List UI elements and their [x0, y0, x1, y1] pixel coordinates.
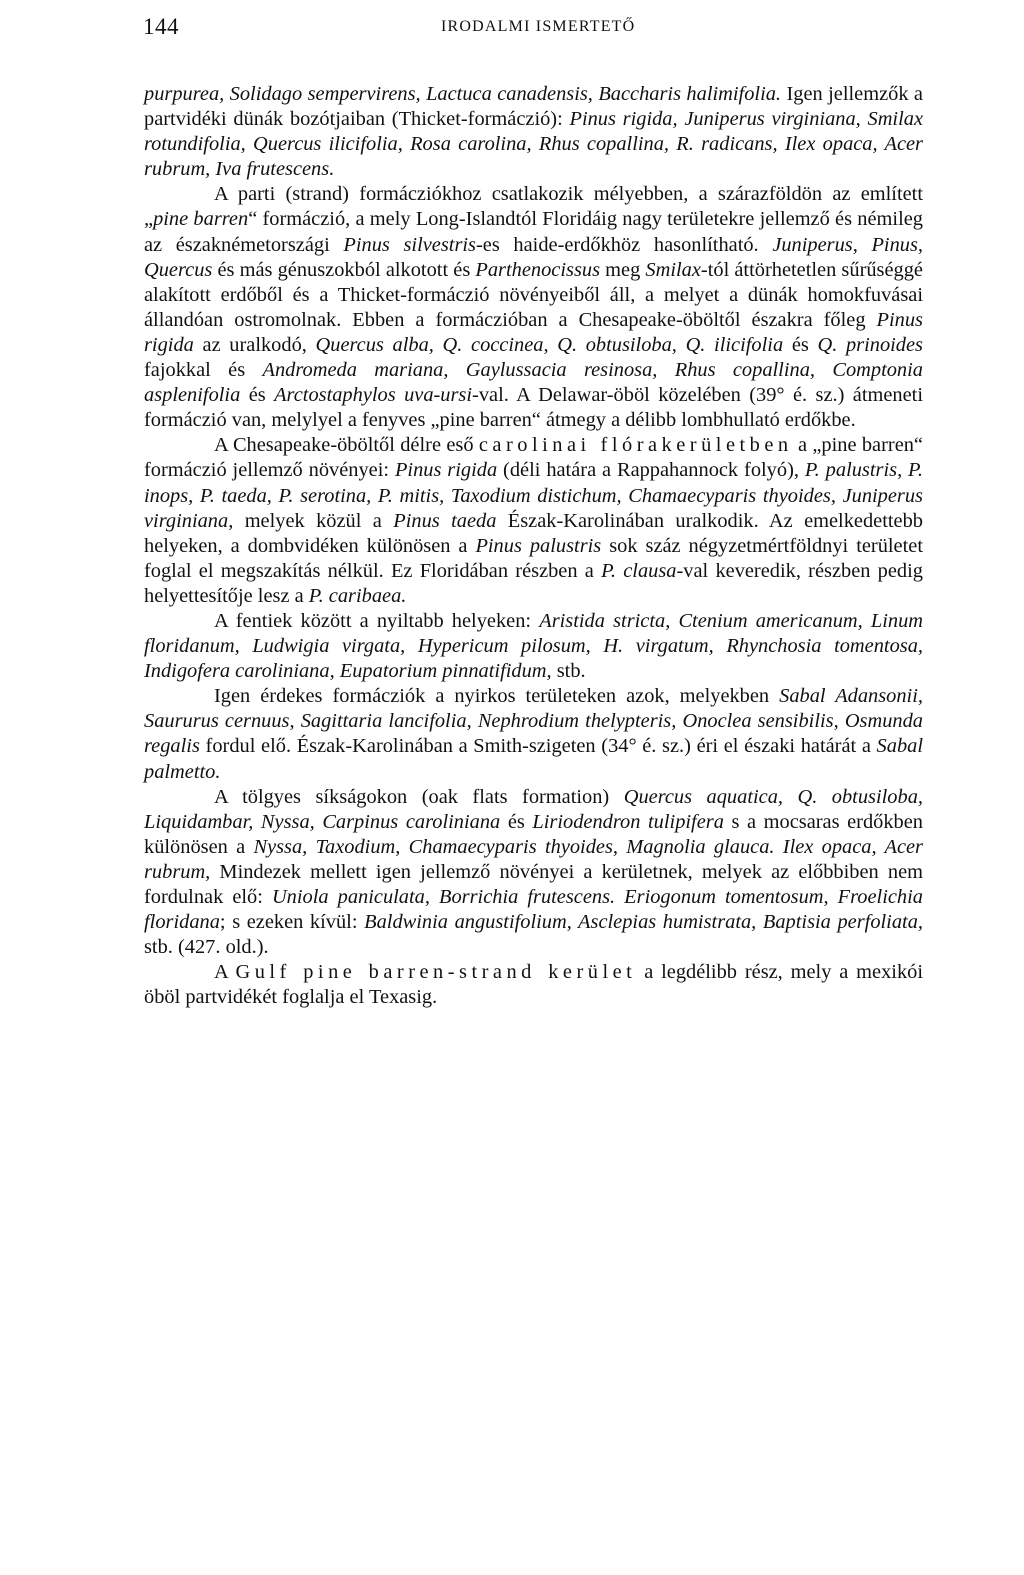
italic-run: Pinus rigida: [144, 308, 923, 356]
paragraph: [144, 82, 923, 182]
italic-run: P. palustris, P. inops, P. taeda, P. serotina, P. mitis, Taxodium distichum, Chamaecyparis thyoides, Juniperus virginiana,: [144, 459, 923, 532]
italic-run: Parthenocissus: [475, 258, 601, 281]
italic-run: Aristida stricta, Ctenium americanum, Linum floridanum, Ludwigia virgata, Hypericum pilosum, H. virgatum, Rhynchosia tomentosa, Indigofera caroliniana, Eupatorium pinnatifidum,: [144, 609, 924, 683]
text-run: ; s ezeken kívül:: [219, 911, 365, 934]
paragraph: [144, 182, 923, 433]
text-run: -tól áttörhetetlen sűrűséggé alakított erdőből és a Thicket-formáczió növényeiből áll, a melyet a dünák homokfuvásai állandóan ostromolnak. Ebben a formáczióban a Chesapeake-öböltől északra főleg: [144, 258, 923, 331]
italic-run: Sabal Adansonii, Saururus cernuus, Sagittaria lancifolia, Nephrodium thelypteris, Onoclea sensibilis, Osmunda regalis: [144, 685, 923, 758]
page-header: [140, 8, 923, 42]
text-run: “ formáczió, a mely Long-Islandtól Floridáig nagy területekre jellemző és némileg az északnémetországi: [144, 208, 923, 256]
text-run: A: [214, 961, 236, 984]
italic-run: Smilax: [645, 258, 701, 281]
text-run: (déli határa a Rappahannock folyó),: [497, 459, 805, 482]
text-run: A Chesapeake-öböltől délre eső: [214, 434, 479, 457]
page-number: 144: [143, 14, 179, 39]
text-run: -es haide-erdőkhöz hasonlítható.: [476, 233, 773, 256]
running-head: IRODALMI ISMERTETŐ: [441, 18, 636, 35]
text-run: fordul elő. Észak-Karolinában a Smith-szigeten (34° é. sz.) éri el északi határát a: [199, 735, 877, 758]
italic-run: Nyssa, Taxodium, Chamaecyparis thyoides, Magnolia glauca. Ilex opaca, Acer rubrum,: [144, 835, 923, 883]
text-run: Igen jellemzők a partvidéki dünák bozótjaiban (Thicket-formáczió):: [144, 83, 923, 131]
paragraph: [144, 433, 923, 609]
italic-run: Pinus palustris: [475, 534, 602, 557]
text-run: az uralkodó,: [193, 333, 316, 356]
italic-run: Arctostaphylos uva-ursi: [274, 384, 473, 407]
italic-run: Quercus aquatica, Q. obtusiloba, Liquidambar, Nyssa, Carpinus caroliniana: [144, 785, 923, 833]
text-run: és: [783, 333, 818, 356]
text-run: a „pine barren“ formáczió jellemző növényei:: [144, 434, 923, 482]
italic-run: Juniperus, Pinus, Quercus: [144, 233, 924, 281]
text-run: és: [240, 384, 275, 407]
text-run: fajokkal és: [144, 359, 263, 382]
paragraph: [144, 960, 923, 1010]
italic-run: Pinus rigida, Juniperus virginiana, Smilax rotundifolia, Quercus ilicifolia, Rosa carolina, Rhus copallina, R. radicans, Ilex opaca, Acer rubrum, Iva frutescens.: [144, 108, 923, 181]
text-run: stb.: [551, 660, 586, 683]
italic-run: P. clausa: [601, 559, 677, 582]
italic-run: P. caribaea.: [308, 584, 407, 607]
spaced-run: Gulf pine barren-strand kerület: [235, 961, 637, 984]
text-run: Igen érdekes formácziók a nyirkos területeken azok, melyekben: [214, 685, 780, 708]
text-run: -val keveredik, részben pedig helyettesítője lesz a: [144, 559, 923, 607]
text-run: A parti (strand) formácziókhoz csatlakozik mélyebben, a szárazföldön az említett „: [144, 183, 923, 231]
paragraph: [144, 684, 923, 784]
italic-run: Uniola paniculata, Borrichia frutescens. Eriogonum tomentosum, Froelichia floridana: [144, 886, 923, 934]
text-run: -val. A Delawar-öböl közelében (39° é. sz.) átmeneti formáczió van, melylyel a fenyves „pine barren“ átmegy a délibb lombhullató erdőkbe.: [144, 384, 924, 432]
italic-run: Liriodendron tulipifera: [532, 810, 724, 833]
body-text: [144, 82, 923, 1010]
text-run: a legdélibb rész, mely a mexikói öböl partvidékét foglalja el Texasig.: [144, 961, 923, 1009]
italic-run: Sabal palmetto.: [144, 735, 923, 783]
italic-run: Andromeda mariana, Gaylussacia resinosa, Rhus copallina, Comptonia asplenifolia: [144, 359, 923, 407]
italic-run: Pinus taeda: [393, 509, 497, 532]
text-run: meg: [600, 258, 646, 281]
italic-run: purpurea, Solidago sempervirens, Lactuca canadensis, Baccharis halimifolia.: [144, 83, 782, 105]
text-run: és más génuszokból alkotott és: [212, 258, 476, 281]
text-run: sok száz négyzetmértföldnyi területet foglal el megszakítás nélkül. Ez Floridában részben a: [144, 534, 923, 582]
text-run: s a mocsaras erdőkben különösen a: [144, 810, 923, 858]
text-run: Mindezek mellett igen jellemző növényei a kerületnek, melyek az előbbiben nem fordulnak elő:: [144, 860, 923, 908]
text-run: stb. (427. old.).: [144, 936, 269, 959]
italic-run: pine barren: [153, 208, 249, 231]
text-run: és: [500, 810, 533, 833]
text-run: Észak-Karolinában uralkodik. Az emelkedettebb helyeken, a dombvidéken különösen a: [144, 509, 923, 557]
italic-run: Quercus alba, Q. coccinea, Q. obtusiloba, Q. ilicifolia: [315, 333, 784, 356]
italic-run: Pinus silvestris: [343, 233, 476, 256]
italic-run: Baldwinia angustifolium, Asclepias humistrata, Baptisia perfoliata,: [364, 911, 923, 934]
italic-run: Pinus rigida: [394, 459, 498, 482]
text-run: A fentiek között a nyiltabb helyeken:: [214, 609, 540, 632]
spaced-run: carolinai flórakerületben: [478, 434, 793, 457]
text-run: melyek közül a: [233, 509, 394, 532]
text-run: A tölgyes síkságokon (oak flats formation): [214, 785, 624, 808]
paragraph: [144, 785, 923, 961]
italic-run: Q. prinoides: [817, 333, 923, 356]
paragraph: [144, 609, 923, 684]
